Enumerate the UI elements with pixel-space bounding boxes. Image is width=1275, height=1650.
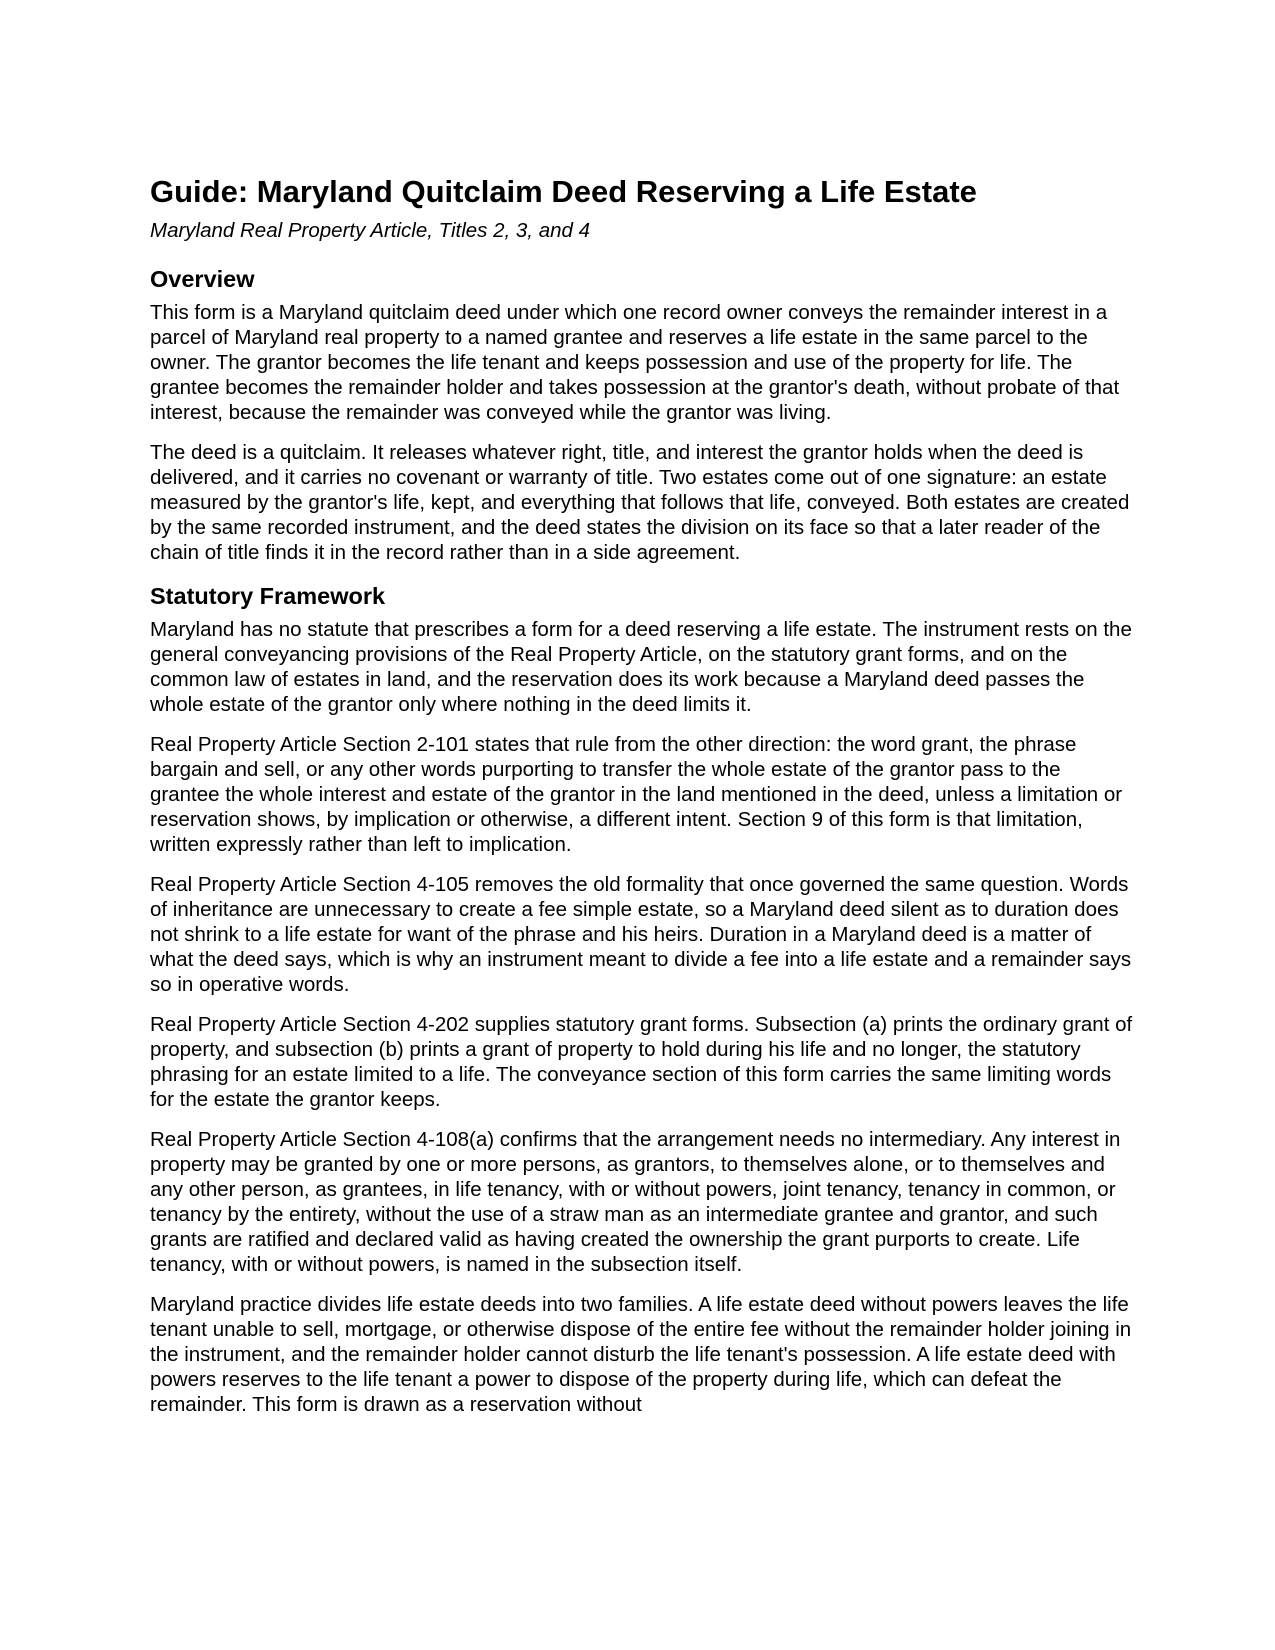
document-title: Guide: Maryland Quitclaim Deed Reserving a Life Estate: [150, 174, 977, 209]
section-heading-overview: Overview: [150, 266, 255, 292]
framework-paragraph-1: Maryland has no statute that prescribes a form for a deed reserving a life estate. The instrument rests on the general conveyancing provisions of the Real Property Article, on the statutory grant forms, and on the common law of estates in land, and the reservation does its work because a Maryland deed passes the whole estate of the grantor only where nothing in the deed limits it.: [150, 618, 1132, 716]
framework-paragraph-6: Maryland practice divides life estate deeds into two families. A life estate deed without powers leaves the life tenant unable to sell, mortgage, or otherwise dispose of the entire fee without the remainder holder joining in the instrument, and the remainder holder cannot disturb the life tenant's possession. A life estate deed with powers reserves to the life tenant a power to dispose of the property during life, which can defeat the remainder. This form is drawn as a reservation without: [150, 1293, 1132, 1416]
document-page: [150, 172, 1135, 1417]
overview-paragraph-2: The deed is a quitclaim. It releases whatever right, title, and interest the grantor holds when the deed is delivered, and it carries no covenant or warranty of title. Two estates come out of one signature: an estate measured by the grantor's life, kept, and everything that follows that life, conveyed. Both estates are created by the same recorded instrument, and the deed states the division on its face so that a later reader of the chain of title finds it in the record rather than in a side agreement.: [150, 441, 1130, 564]
framework-paragraph-3: Real Property Article Section 4-105 removes the old formality that once governed the same question. Words of inheritance are unnecessary to create a fee simple estate, so a Maryland deed silent as to duration does not shrink to a life estate for want of the phrase and his heirs. Duration in a Maryland deed is a matter of what the deed says, which is why an instrument meant to divide a fee into a life estate and a remainder says so in operative words.: [150, 873, 1132, 996]
framework-paragraph-5: Real Property Article Section 4-108(a) confirms that the arrangement needs no intermediary. Any interest in property may be granted by one or more persons, as grantors, to themselves alone, or to themselves and any other person, as grantees, in life tenancy, with or without powers, joint tenancy, tenancy in common, or tenancy by the entirety, without the use of a straw man as an intermediate grantee and grantor, and such grants are ratified and declared valid as having created the ownership the grant purports to create. Life tenancy, with or without powers, is named in the subsection itself.: [150, 1128, 1121, 1276]
framework-paragraph-2: Real Property Article Section 2-101 states that rule from the other direction: the word grant, the phrase bargain and sell, or any other words purporting to transfer the whole estate of the grantor pass to the grantee the whole interest and estate of the grantor in the land mentioned in the deed, unless a limitation or reservation shows, by implication or otherwise, a different intent. Section 9 of this form is that limitation, written expressly rather than left to implication.: [150, 733, 1123, 856]
overview-paragraph-1: This form is a Maryland quitclaim deed under which one record owner conveys the remainder interest in a parcel of Maryland real property to a named grantee and reserves a life estate in the same parcel to the owner. The grantor becomes the life tenant and keeps possession and use of the property for life. The grantee becomes the remainder holder and takes possession at the grantor's death, without probate of that interest, because the remainder was conveyed while the grantor was living.: [150, 301, 1120, 424]
document-subtitle: Maryland Real Property Article, Titles 2, 3, and 4: [150, 219, 590, 242]
framework-paragraph-4: Real Property Article Section 4-202 supplies statutory grant forms. Subsection (a) prints the ordinary grant of property, and subsection (b) prints a grant of property to hold during his life and no longer, the statutory phrasing for an estate limited to a life. The conveyance section of this form carries the same limiting words for the estate the grantor keeps.: [150, 1013, 1133, 1111]
section-heading-statutory-framework: Statutory Framework: [150, 583, 386, 609]
